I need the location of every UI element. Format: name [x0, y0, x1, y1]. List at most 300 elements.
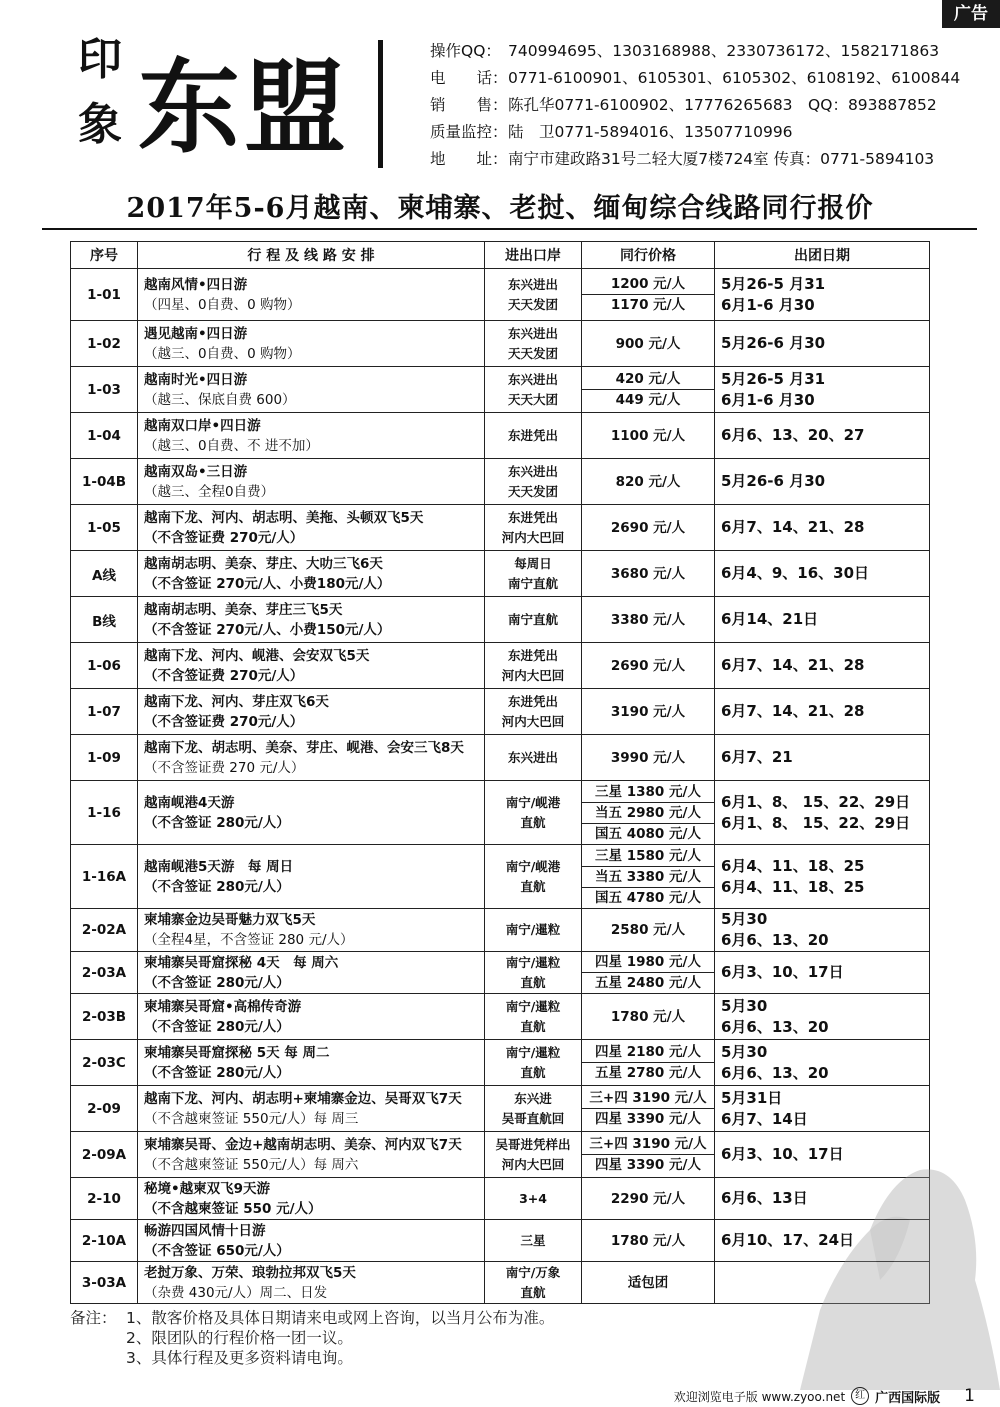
date-line: 6月6、13日 [721, 1189, 808, 1207]
route-description [138, 367, 485, 413]
departure-dates [715, 643, 930, 689]
date-line: 6月14、21日 [721, 610, 819, 628]
contact-value: 740994695、1303168988、2330736172、1582171863 [508, 42, 940, 60]
port-line: 直航 [520, 1064, 546, 1080]
route-description [138, 952, 485, 994]
route-note: （不含签证 280元/人） [144, 1064, 290, 1081]
price-cell [582, 952, 715, 994]
route-code: B线 [71, 597, 138, 643]
route-code: 2-09A [71, 1132, 138, 1178]
logo-char-xiang: 象 [78, 99, 122, 150]
port-line: 河内大巴回 [501, 713, 565, 729]
port-line: 天天大团 [507, 391, 558, 407]
port-cell [485, 1262, 582, 1304]
route-code: 2-02A [71, 909, 138, 952]
port-line: 南宁/岘港 [505, 794, 561, 810]
price-value: 449 元/人 [582, 389, 714, 410]
price-cell [582, 367, 715, 413]
price-cell [582, 1040, 715, 1086]
port-cell [485, 1040, 582, 1086]
note-item: 3、具体行程及更多资料请电询。 [126, 1349, 353, 1367]
route-name: 越南下龙、河内、胡志明+柬埔寨金边、吴哥双飞7天 [144, 1090, 462, 1107]
price-value: 三星 1380 元/人 [595, 783, 701, 800]
route-description [138, 643, 485, 689]
route-description [138, 1220, 485, 1262]
contact-row [430, 92, 960, 119]
price-value: 四星 1980 元/人 [595, 954, 701, 970]
port-line: 3+4 [519, 1190, 547, 1206]
route-description [138, 781, 485, 845]
route-description [138, 321, 485, 367]
port-line: 吴哥直航回 [501, 1110, 565, 1126]
route-code: 1-04 [71, 413, 138, 459]
date-line: 5月31日 [721, 1088, 783, 1107]
port-cell [485, 689, 582, 735]
table-row [71, 321, 930, 367]
port-line: 南宁直航 [507, 611, 558, 627]
red-badge-icon: 红 [851, 1387, 869, 1405]
route-note: （不含签证 280元/人） [144, 974, 290, 991]
departure-dates [715, 952, 930, 994]
departure-dates [715, 321, 930, 367]
date-line: 5月30 [721, 996, 768, 1015]
departure-dates [715, 1040, 930, 1086]
route-code: 1-05 [71, 505, 138, 551]
port-cell [485, 643, 582, 689]
date-line: 5月30 [721, 910, 768, 928]
date-line: 6月7、14、21、28 [721, 656, 865, 674]
price-cell [582, 845, 715, 909]
contact-block [430, 38, 960, 173]
port-line: 南宁/暹粒 [505, 954, 561, 970]
footer [674, 1386, 975, 1406]
price-value: 2690 元/人 [610, 519, 686, 536]
route-name: 柬埔寨吴哥窟探秘 4天 每 周六 [144, 954, 339, 971]
departure-dates [715, 459, 930, 505]
route-name: 遇见越南•四日游 [144, 325, 248, 342]
port-line: 南宁/暹粒 [505, 922, 561, 937]
port-line: 河内大巴回 [501, 529, 565, 545]
price-cell [582, 781, 715, 845]
port-line: 直航 [520, 1284, 546, 1300]
route-note: （不含越柬签证 550元/人）每 周六 [144, 1156, 359, 1173]
price-cell [582, 597, 715, 643]
price-value: 420 元/人 [615, 371, 681, 387]
port-line: 东兴进出 [507, 371, 558, 387]
price-value: 900 元/人 [615, 335, 681, 352]
departure-dates [715, 994, 930, 1040]
route-code: 2-03C [71, 1040, 138, 1086]
port-cell [485, 321, 582, 367]
date-line: 6月3、10、17日 [721, 1145, 844, 1163]
route-note: （四星、0自费、0 购物） [144, 296, 301, 313]
route-description [138, 735, 485, 781]
notes [70, 1308, 554, 1368]
route-code: 2-10A [71, 1220, 138, 1262]
port-line: 南宁/暹粒 [505, 1044, 561, 1060]
route-name: 柬埔寨吴哥、金边+越南胡志明、美奈、河内双飞7天 [144, 1136, 462, 1153]
port-line: 东兴进出 [507, 325, 558, 341]
price-value: 三星 1580 元/人 [595, 847, 701, 864]
departure-dates [715, 909, 930, 952]
port-cell [485, 994, 582, 1040]
route-note: （越三、保底自费 600） [144, 391, 296, 408]
date-line: 6月4、11、18、25 [721, 877, 865, 896]
table-row [71, 994, 930, 1040]
price-value: 3990 元/人 [610, 749, 686, 766]
route-code: 2-03A [71, 952, 138, 994]
port-cell [485, 597, 582, 643]
port-line: 每周日 [514, 555, 552, 571]
departure-dates [715, 689, 930, 735]
page-number: 1 [964, 1386, 975, 1406]
date-line: 6月7、14、21、28 [721, 518, 865, 536]
date-line: 5月26-6 月30 [721, 334, 826, 352]
port-cell [485, 413, 582, 459]
port-cell [485, 845, 582, 909]
ad-tag: 广告 [942, 0, 1000, 28]
departure-dates [715, 845, 930, 909]
route-name: 越南胡志明、美奈、芽庄、大叻三飞6天 [144, 555, 383, 572]
date-line: 6月6、13、20、27 [721, 426, 865, 444]
route-code: 1-09 [71, 735, 138, 781]
route-name: 柬埔寨金边吴哥魅力双飞5天 [144, 912, 316, 928]
port-line: 直航 [520, 1018, 546, 1034]
date-line: 6月6、13、20 [721, 1017, 829, 1036]
route-name: 老挝万象、万荣、琅勃拉邦双飞5天 [144, 1264, 356, 1281]
route-note: （不含签证 280元/人） [144, 1018, 290, 1035]
header-price: 同行价格 [582, 242, 715, 269]
port-cell [485, 781, 582, 845]
date-line: 6月6、13、20 [721, 931, 829, 949]
route-name: 畅游四国风情十日游 [144, 1222, 266, 1239]
contact-label: 操作QQ： [430, 42, 501, 60]
route-note: （越三、0自费、0 购物） [144, 345, 301, 362]
port-cell [485, 551, 582, 597]
departure-dates [715, 505, 930, 551]
port-line: 直航 [520, 878, 546, 894]
port-line: 东进凭出 [507, 693, 558, 709]
price-value: 1780 元/人 [610, 1008, 686, 1025]
departure-dates [715, 781, 930, 845]
price-value: 四星 3390 元/人 [582, 1154, 714, 1175]
route-name: 越南岘港4天游 [144, 794, 235, 811]
table-row [71, 597, 930, 643]
port-line: 南宁直航 [507, 575, 558, 591]
route-note: （不含签证费 270元/人） [144, 529, 304, 546]
price-value: 四星 2180 元/人 [595, 1044, 701, 1060]
price-value: 820 元/人 [615, 473, 681, 490]
header-divider [378, 40, 383, 168]
route-code: 1-06 [71, 643, 138, 689]
route-description [138, 597, 485, 643]
port-line: 南宁/万象 [505, 1264, 561, 1280]
route-code: 1-03 [71, 367, 138, 413]
publication-name: 广西国际版 [875, 1390, 941, 1406]
route-description [138, 551, 485, 597]
price-cell [582, 909, 715, 952]
route-note: （不含签证 280元/人） [144, 814, 290, 831]
port-line: 东兴进 [514, 1090, 552, 1106]
price-value: 3680 元/人 [610, 565, 686, 582]
price-value: 四星 3390 元/人 [582, 1108, 714, 1129]
route-name: 越南下龙、河内、芽庄双飞6天 [144, 693, 329, 710]
price-value: 1100 元/人 [610, 427, 686, 444]
date-line: 6月4、9、16、30日 [721, 564, 870, 582]
price-cell [582, 643, 715, 689]
contact-row [430, 119, 960, 146]
port-cell [485, 952, 582, 994]
route-note: （越三、0自费、不 进不加） [144, 437, 319, 454]
price-cell [582, 505, 715, 551]
price-value: 当五 2980 元/人 [582, 802, 714, 823]
date-line: 6月4、11、18、25 [721, 856, 865, 875]
route-code: 2-10 [71, 1178, 138, 1220]
price-cell [582, 269, 715, 321]
note-item: 1、散客价格及具体日期请来电或网上咨询，以当月公布为准。 [126, 1309, 555, 1327]
table-row [71, 845, 930, 909]
route-description [138, 1262, 485, 1304]
route-note: （不含签证 270元/人、小费180元/人） [144, 575, 391, 592]
port-line: 直航 [520, 814, 546, 830]
port-line: 天天发团 [507, 296, 558, 312]
port-cell [485, 1220, 582, 1262]
table-header-row [71, 242, 930, 269]
port-line: 直航 [520, 974, 546, 990]
price-cell [582, 1086, 715, 1132]
table-row [71, 643, 930, 689]
header-date: 出团日期 [715, 242, 930, 269]
date-line: 6月7、21 [721, 748, 793, 766]
route-description [138, 459, 485, 505]
price-value: 3380 元/人 [610, 611, 686, 628]
departure-dates [715, 367, 930, 413]
title-underline [42, 228, 977, 230]
port-cell [485, 909, 582, 952]
route-description [138, 505, 485, 551]
table-row [71, 551, 930, 597]
route-code: 1-04B [71, 459, 138, 505]
date-line: 5月26-6 月30 [721, 472, 826, 490]
page-title: 2017年5-6月越南、柬埔寨、老挝、缅甸综合线路同行报价 [126, 193, 874, 224]
price-value: 2690 元/人 [610, 657, 686, 674]
route-description [138, 1132, 485, 1178]
table-row [71, 413, 930, 459]
price-value: 国五 4080 元/人 [582, 823, 714, 844]
route-code: 2-09 [71, 1086, 138, 1132]
logo [60, 30, 380, 175]
contact-value: 0771-6100901、6105301、6105302、6108192、6100844 [508, 69, 961, 87]
route-description [138, 1040, 485, 1086]
table-row [71, 459, 930, 505]
route-description [138, 845, 485, 909]
route-name: 越南风情•四日游 [144, 276, 248, 293]
route-note: （不含签证 270元/人、小费150元/人） [144, 621, 391, 638]
price-value: 1200 元/人 [610, 276, 686, 292]
route-code: 2-03B [71, 994, 138, 1040]
notes-prefix: 备注： [70, 1309, 117, 1327]
logo-name: 东盟 [138, 48, 350, 168]
table-row [71, 735, 930, 781]
port-line: 南宁/暹粒 [505, 998, 561, 1014]
date-line: 5月26-5 月31 [721, 274, 826, 293]
contact-value: 陈孔华0771-6100902、17776265683 QQ：893887852 [508, 96, 937, 114]
route-name: 越南时光•四日游 [144, 371, 248, 388]
price-value: 五星 2780 元/人 [582, 1062, 714, 1083]
route-note: （不含签证 650元/人） [144, 1242, 290, 1259]
date-line: 6月1-6 月30 [721, 295, 815, 314]
footer-website[interactable]: 欢迎浏览电子版 www.zyoo.net [673, 1389, 846, 1404]
port-line: 东进凭出 [507, 509, 558, 525]
contact-row [430, 65, 960, 92]
route-code: 1-01 [71, 269, 138, 321]
contact-value: 陆 卫0771-5894016、13507710996 [508, 123, 793, 141]
port-cell [485, 505, 582, 551]
price-value: 国五 4780 元/人 [582, 887, 714, 908]
departure-dates [715, 413, 930, 459]
port-cell [485, 735, 582, 781]
price-cell [582, 994, 715, 1040]
departure-dates [715, 597, 930, 643]
route-code: 1-07 [71, 689, 138, 735]
route-code: 3-03A [71, 1262, 138, 1304]
port-line: 东兴进出 [507, 276, 558, 292]
table-row [71, 1040, 930, 1086]
route-code: 1-16 [71, 781, 138, 845]
port-line: 东进凭出 [507, 647, 558, 663]
route-description [138, 689, 485, 735]
price-cell [582, 413, 715, 459]
price-value: 1170 元/人 [582, 294, 714, 315]
route-note: （全程4星，不含签证 280 元/人） [144, 932, 354, 948]
date-line: 6月1、8、 15、22、29日 [721, 792, 911, 811]
port-cell [485, 367, 582, 413]
route-name: 越南岘港5天游 每 周日 [144, 858, 294, 875]
departure-dates [715, 735, 930, 781]
date-line: 6月3、10、17日 [721, 963, 844, 981]
route-note: （不含越柬签证 550元/人）每 周三 [144, 1110, 359, 1127]
date-line: 6月1、8、 15、22、29日 [721, 813, 911, 832]
route-code: 1-02 [71, 321, 138, 367]
route-note: （不含越柬签证 550 元/人） [144, 1200, 322, 1217]
route-description [138, 413, 485, 459]
route-code: 1-16A [71, 845, 138, 909]
price-cell [582, 1220, 715, 1262]
price-value: 五星 2480 元/人 [582, 972, 714, 993]
route-name: 越南双岛•三日游 [144, 463, 248, 480]
port-cell [485, 1178, 582, 1220]
port-line: 三星 [520, 1232, 546, 1248]
route-description [138, 994, 485, 1040]
price-value: 三+四 3190 元/人 [589, 1090, 707, 1106]
table-row [71, 952, 930, 994]
contact-label: 销 售： [430, 96, 508, 114]
port-line: 吴哥进凭样出 [495, 1136, 571, 1152]
route-note: （不含签证费 270元/人） [144, 713, 304, 730]
header-route: 行 程 及 线 路 安 排 [138, 242, 485, 269]
logo-char-yin: 印 [78, 34, 122, 85]
port-cell [485, 269, 582, 321]
table-row [71, 367, 930, 413]
price-cell [582, 1262, 715, 1304]
route-note: （不含签证费 270 元/人） [144, 759, 305, 776]
route-name: 越南下龙、胡志明、美奈、芽庄、岘港、会安三飞8天 [144, 739, 464, 756]
port-cell [485, 1086, 582, 1132]
route-name: 越南胡志明、美奈、芽庄三飞5天 [144, 601, 343, 618]
contact-label: 地 址： [430, 150, 508, 168]
date-line: 6月7、14、21、28 [721, 702, 865, 720]
departure-dates [715, 551, 930, 597]
date-line: 6月1-6 月30 [721, 390, 815, 409]
route-name: 越南下龙、河内、胡志明、美拖、头顿双飞5天 [144, 509, 424, 526]
route-name: 柬埔寨吴哥窟•高棉传奇游 [144, 998, 302, 1015]
route-description [138, 269, 485, 321]
route-name: 越南下龙、河内、岘港、会安双飞5天 [144, 647, 370, 664]
rock-decoration [780, 1110, 1000, 1390]
price-cell [582, 1132, 715, 1178]
contact-label: 电 话： [430, 69, 508, 87]
port-line: 东兴进出 [507, 463, 558, 479]
price-cell [582, 689, 715, 735]
date-line: 6月7、14日 [721, 1109, 808, 1128]
port-line: 河内大巴回 [501, 1156, 565, 1172]
price-cell [582, 551, 715, 597]
note-item: 2、限团队的行程价格一团一议。 [126, 1329, 353, 1347]
route-note: （越三、全程0自费） [144, 483, 275, 500]
route-description [138, 1086, 485, 1132]
contact-label: 质量监控： [430, 123, 508, 141]
route-name: 秘境•越柬双飞9天游 [144, 1180, 271, 1197]
route-note: （不含签证 280元/人） [144, 878, 290, 895]
price-value: 当五 3380 元/人 [582, 866, 714, 887]
table-row [71, 689, 930, 735]
port-cell [485, 1132, 582, 1178]
header-port: 进出口岸 [485, 242, 582, 269]
port-line: 河内大巴回 [501, 667, 565, 683]
route-description [138, 1178, 485, 1220]
port-line: 东兴进出 [507, 749, 558, 765]
header-code: 序号 [71, 242, 138, 269]
route-note: （杂费 430元/人）周二、日发 [144, 1284, 328, 1301]
port-line: 天天发团 [507, 483, 558, 499]
table-row [71, 909, 930, 952]
date-line: 5月30 [721, 1042, 768, 1061]
port-line: 南宁/岘港 [505, 858, 561, 874]
port-line: 东进凭出 [507, 427, 558, 443]
contact-value: 南宁市建政路31号二轻大厦7楼724室 传真：0771-5894103 [508, 150, 935, 168]
table-row [71, 781, 930, 845]
route-name: 越南双口岸•四日游 [144, 417, 261, 434]
price-cell [582, 735, 715, 781]
route-name: 柬埔寨吴哥窟探秘 5天 每 周二 [144, 1044, 330, 1061]
contact-row [430, 38, 960, 65]
price-value: 1780 元/人 [610, 1232, 686, 1249]
date-line: 6月6、13、20 [721, 1063, 829, 1082]
departure-dates [715, 269, 930, 321]
price-cell [582, 459, 715, 505]
route-description [138, 909, 485, 952]
contact-row [430, 146, 960, 173]
port-line: 天天发团 [507, 345, 558, 361]
price-cell [582, 321, 715, 367]
price-value: 三+四 3190 元/人 [589, 1136, 707, 1152]
route-note: （不含签证费 270元/人） [144, 667, 304, 684]
price-value: 适包团 [627, 1274, 669, 1291]
price-value: 2580 元/人 [610, 922, 686, 938]
table-row [71, 505, 930, 551]
route-code: A线 [71, 551, 138, 597]
date-line: 5月26-5 月31 [721, 369, 826, 388]
